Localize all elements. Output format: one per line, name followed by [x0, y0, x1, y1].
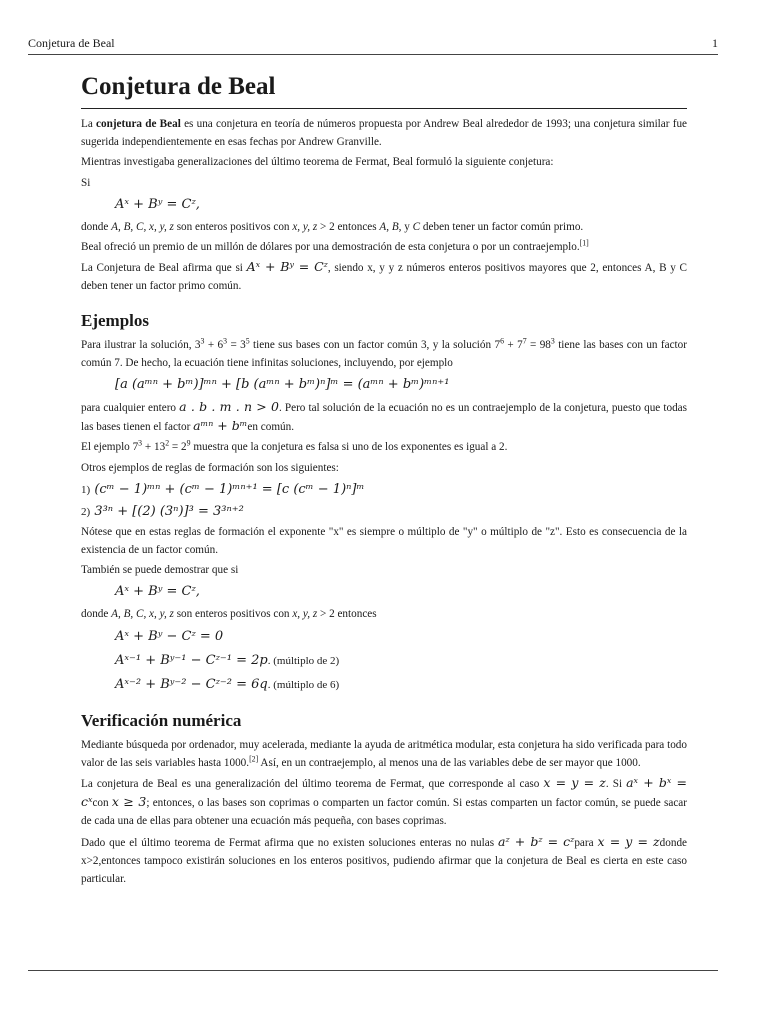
paragraph: Beal ofreció un premio de un millón de dólares por una demostración de esta conjetura o por un contraejemplo.[1] — [81, 238, 589, 254]
inline-equation: Aˣ + Bʸ = Cᶻ — [246, 259, 328, 275]
equation: Aˣ + Bʸ − Cᶻ = 0 — [115, 628, 224, 644]
paragraph: La Conjetura de Beal afirma que si Aˣ + Bʸ = Cᶻ, siendo x, y y z números enteros positivos mayores que 2, entonces A, B y C deben tener un factor primo común. — [81, 259, 687, 293]
article-body — [81, 72, 687, 890]
rule-1: 1) (cᵐ − 1)ᵐⁿ + (cᵐ − 1)ᵐⁿ⁺¹ = [c (cᵐ − 1)ⁿ]ᵐ — [81, 481, 365, 497]
paragraph: Para ilustrar la solución, $3^3 + 6^3 = 3^5$ tiene sus bases con un factor común 3, y la solución $7^6 + 7^7 = 98^3$ tiene las bases con un factor común 7. De hecho, la ecuación tiene infinitas soluciones, incluyendo, por ejemplo — [81, 335, 687, 369]
article-title: Conjetura de Beal — [81, 72, 687, 109]
paragraph: Si — [81, 176, 91, 189]
rule-2: 2) 3³ⁿ + [(2) (3ⁿ)]³ = 3³ⁿ⁺² — [81, 503, 244, 519]
paragraph: Otros ejemplos de reglas de formación son los siguientes: — [81, 461, 339, 474]
bold-term: conjetura de Beal — [96, 118, 181, 130]
footer-rule — [28, 970, 718, 971]
paragraph: donde A, B, C, x, y, z son enteros positivos con x, y, z > 2 entonces A, B, y C deben tener un factor común primo. — [81, 220, 584, 233]
equation: Aˣ + Bʸ = Cᶻ, — [115, 584, 200, 600]
page-number: 1 — [712, 36, 718, 50]
paragraph: donde A, B, C, x, y, z son enteros positivos con x, y, z > 2 entonces — [81, 608, 377, 621]
section-heading-verificacion: Verificación numérica — [81, 710, 242, 730]
equation: Aˣ⁻¹ + Bʸ⁻¹ − Cᶻ⁻¹ = 2p. (múltiplo de 2) — [115, 652, 340, 668]
header-title: Conjetura de Beal — [28, 36, 115, 50]
page-header — [28, 36, 718, 52]
paragraph: para cualquier entero a . b . m . n > 0. Pero tal solución de la ecuación no es un contraejemplo de la conjetura, puesto que todas las bases tienen el factor aᵐⁿ + bᵐen común. — [81, 399, 687, 434]
main-equation: Aˣ + Bʸ = Cᶻ, — [115, 196, 200, 212]
reference-link[interactable]: [2] — [249, 754, 259, 764]
paragraph: Nótese que en estas reglas de formación el exponente "x" es siempre o múltiplo de "y" o múltiplo de "z". Esto es consecuencia de la existencia de un factor común. — [81, 525, 687, 557]
paragraph: El ejemplo $7^3 + 13^2 = 2^9$ muestra que la conjetura es falsa si uno de los exponentes es igual a 2. — [81, 438, 508, 454]
header-rule — [28, 54, 718, 55]
equation: Aˣ⁻² + Bʸ⁻² − Cᶻ⁻² = 6q. (múltiplo de 6) — [115, 676, 340, 692]
paragraph: Dado que el último teorema de Fermat afirma que no existen soluciones enteras no nulas aᶻ + bᶻ = cᶻpara x = y = zdonde x>2,entonces tampoco existirán soluciones en los enteros positivos, pudiendo afirmar que la conjetura de Beal es cierta en este caso particular. — [81, 833, 687, 886]
paragraph: Mediante búsqueda por ordenador, muy acelerada, mediante la ayuda de aritmética modular, esta conjetura ha sido verificada para todo valor de las seis variables hasta 1000.[2] Así, en un contraejemplo, al menos una de las variables debe de ser mayor que 1000. — [81, 738, 687, 769]
paragraph: La conjetura de Beal es una generalización del último teorema de Fermat, que corresponde al caso x = y = z. Si aˣ + bˣ = cˣcon x ≥ 3; entonces, o las bases son coprimas o comparten un factor común. Si estas comparten un factor común, se puede sacar de cada una de ellas para obtener una ecuación más pequeña, con bases coprimas. — [81, 775, 687, 828]
reference-link[interactable]: [1] — [579, 238, 589, 248]
family-equation: [a (aᵐⁿ + bᵐ)]ᵐⁿ + [b (aᵐⁿ + bᵐ)ⁿ]ᵐ = (aᵐⁿ + bᵐ)ᵐⁿ⁺¹ — [115, 377, 450, 393]
paragraph: Mientras investigaba generalizaciones del último teorema de Fermat, Beal formuló la siguiente conjetura: — [81, 156, 554, 169]
section-heading-ejemplos: Ejemplos — [81, 310, 149, 330]
paragraph: También se puede demostrar que si — [81, 564, 239, 577]
intro-paragraph: La conjetura de Beal es una conjetura en teoría de números propuesta por Andrew Beal alrededor de 1993; una conjetura similar fue sugerida independientemente en esas fechas por Andrew Granville. — [81, 118, 688, 149]
